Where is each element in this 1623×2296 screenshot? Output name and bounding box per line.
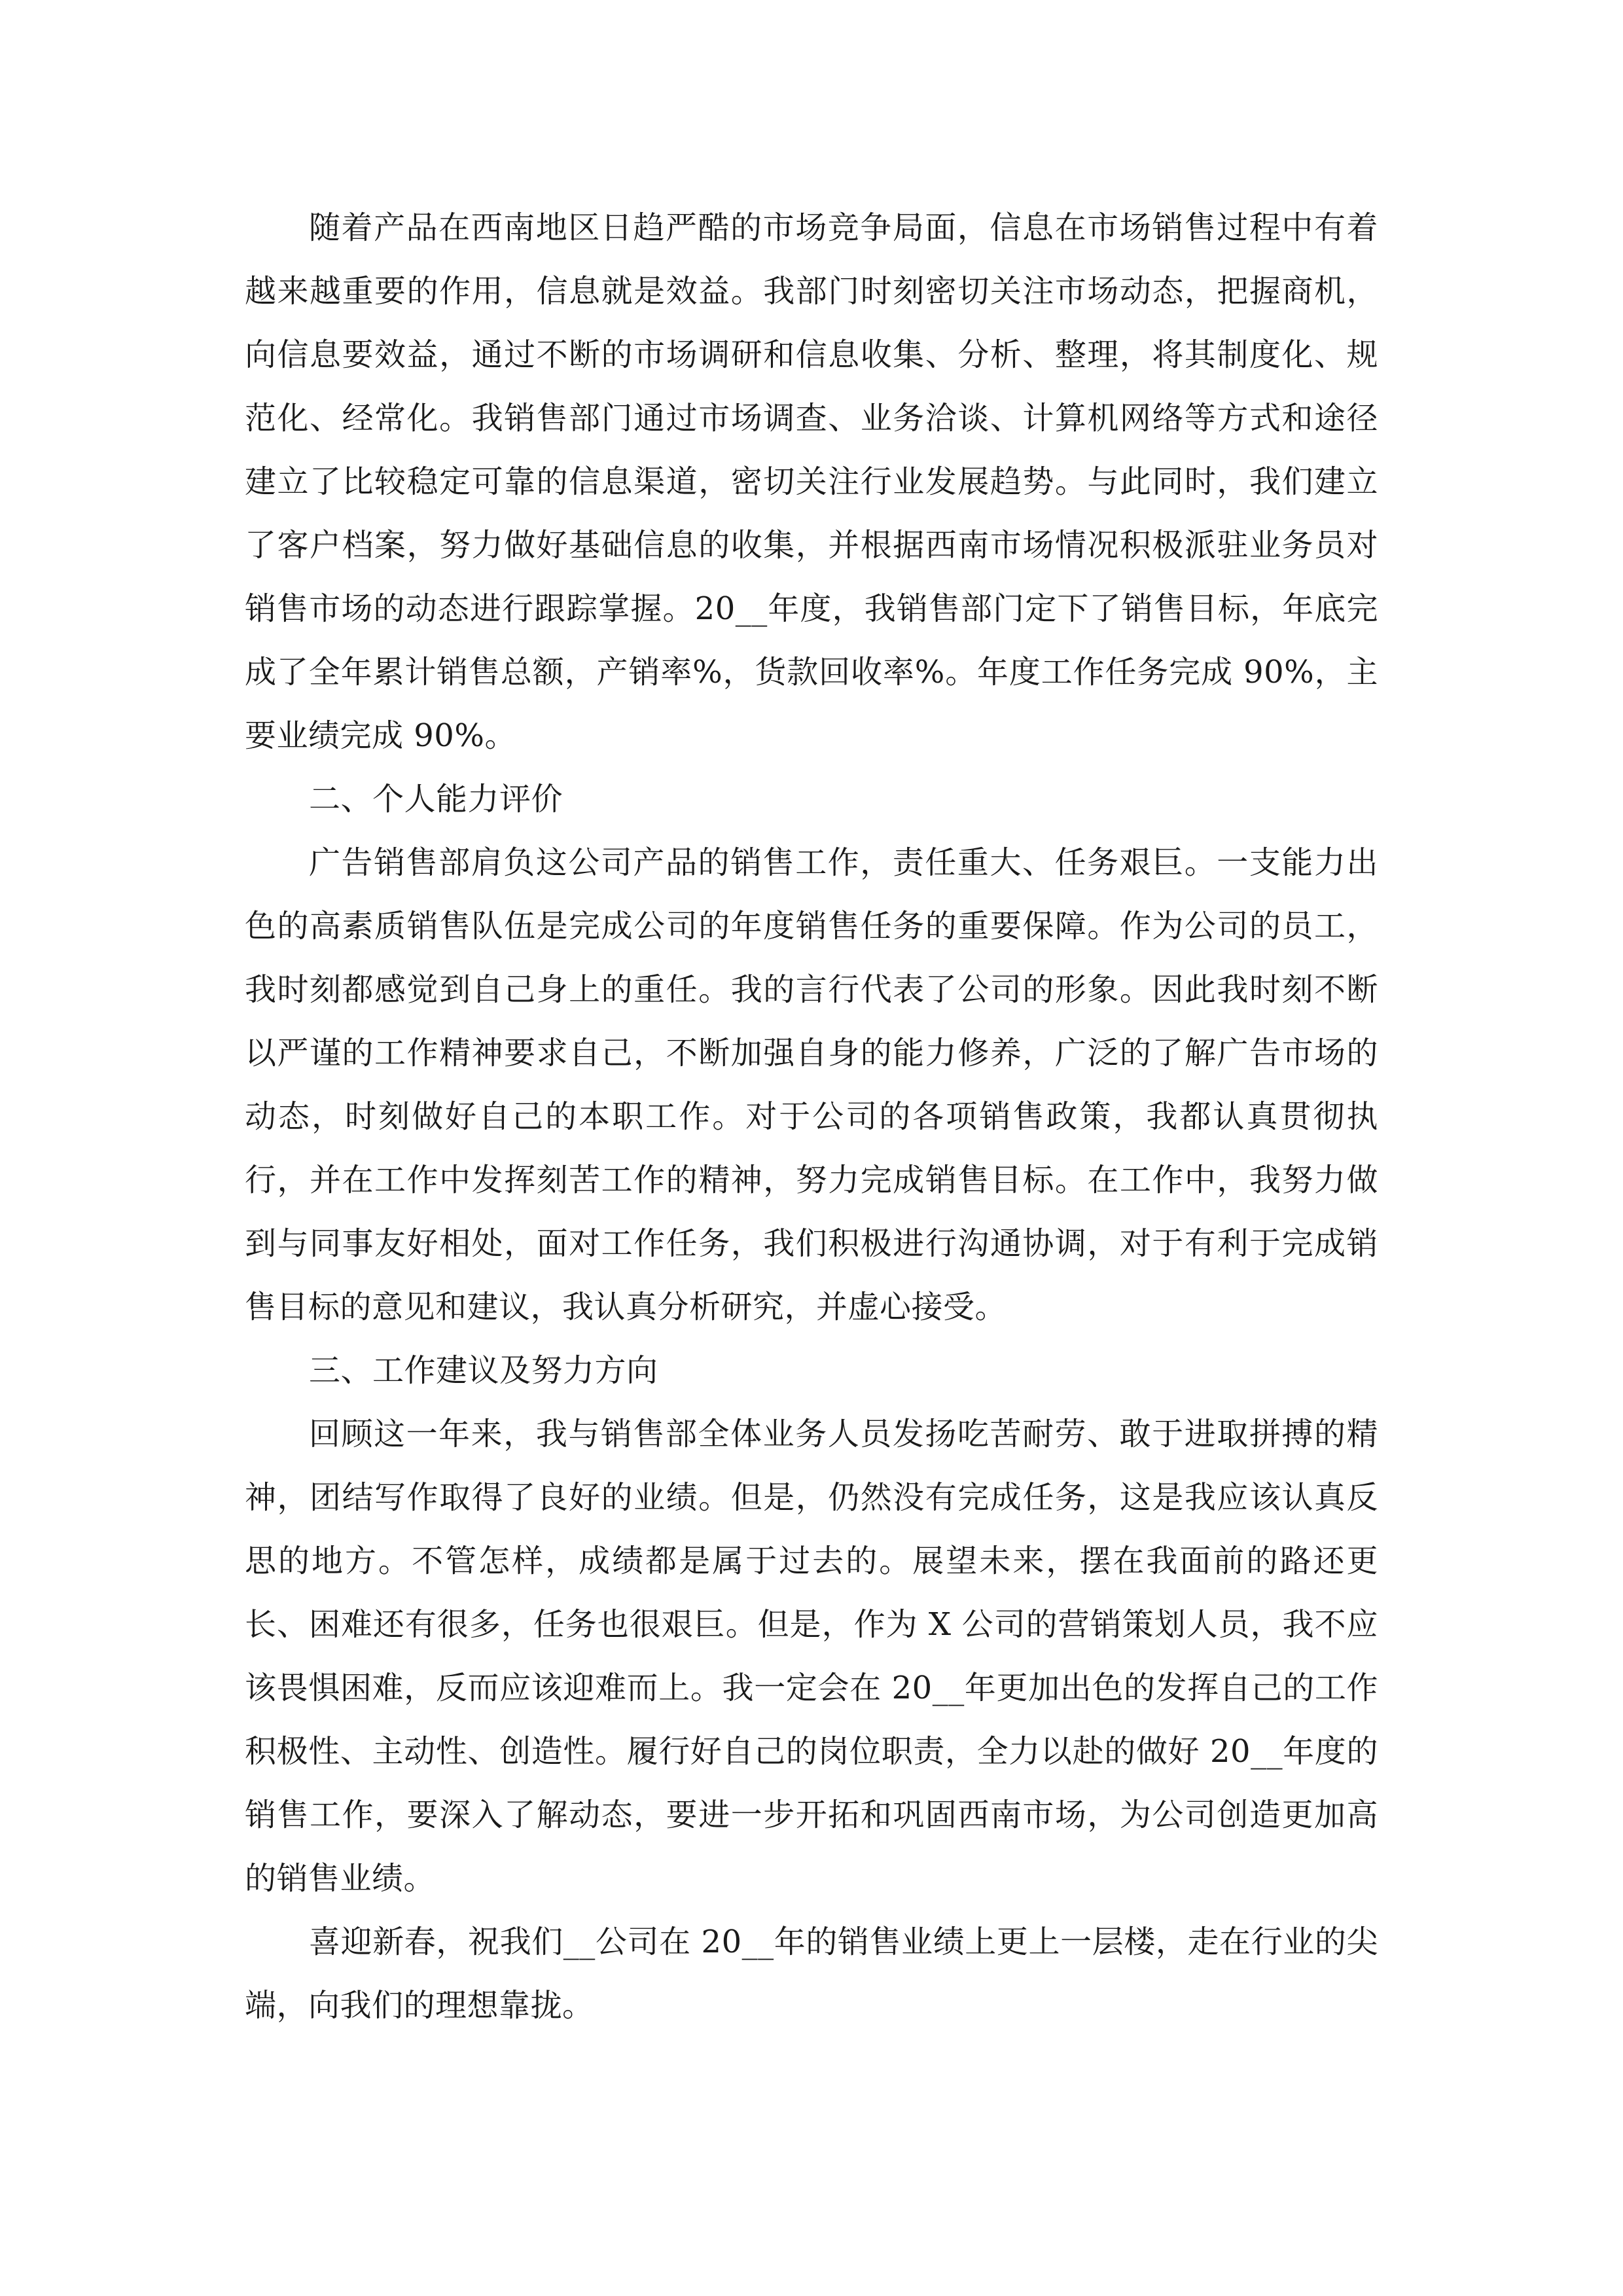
paragraph-personal-ability: 广告销售部肩负这公司产品的销售工作，责任重大、任务艰巨。一支能力出色的高素质销售队伍是完成公司的年度销售任务的重要保障。作为公司的员工，我时刻都感觉到自己身上的重任。我的言行代表了公司的形象。因此我时刻不断以严谨的工作精神要求自己，不断加强自身的能力修养，广泛的了解广告市场的动态，时刻做好自己的本职工作。对于公司的各项销售政策，我都认真贯彻执行，并在工作中发挥刻苦工作的精神，努力完成销售目标。在工作中，我努力做到与同事友好相处，面对工作任务，我们积极进行沟通协调，对于有利于完成销售目标的意见和建议，我认真分析研究，并虚心接受。 [245, 844, 1378, 1325]
paragraph-new-year-wishes: 喜迎新春，祝我们__公司在 20__年的销售业绩上更上一层楼，走在行业的尖端，向我们的理想靠拢。 [245, 1924, 1378, 2024]
section-heading-personal-ability: 二、个人能力评价 [309, 781, 563, 817]
section-heading-suggestions: 三、工作建议及努力方向 [309, 1352, 658, 1389]
paragraph-review-and-outlook: 回顾这一年来，我与销售部全体业务人员发扬吃苦耐劳、敢于进取拼搏的精神，团结写作取得了良好的业绩。但是，仍然没有完成任务，这是我应该认真反思的地方。不管怎样，成绩都是属于过去的。展望未来，摆在我面前的路还更长、困难还有很多，任务也很艰巨。但是，作为 X 公司的营销策划人员，我不应该畏惧困难，反而应该迎难而上。我一定会在 20__年更加出色的发挥自己的工作积极性、主动性、创造性。履行好自己的岗位职责，全力以赴的做好 20__年度的销售工作，要深入了解动态，要进一步开拓和巩固西南市场，为公司创造更加高的销售业绩。 [245, 1416, 1378, 1897]
document-body [245, 196, 1378, 2037]
paragraph-market-information: 随着产品在西南地区日趋严酷的市场竞争局面，信息在市场销售过程中有着越来越重要的作用，信息就是效益。我部门时刻密切关注市场动态，把握商机，向信息要效益，通过不断的市场调研和信息收集、分析、整理，将其制度化、规范化、经常化。我销售部门通过市场调查、业务洽谈、计算机网络等方式和途径建立了比较稳定可靠的信息渠道，密切关注行业发展趋势。与此同时，我们建立了客户档案，努力做好基础信息的收集，并根据西南市场情况积极派驻业务员对销售市场的动态进行跟踪掌握。20__年度，我销售部门定下了销售目标，年底完成了全年累计销售总额，产销率%，货款回收率%。年度工作任务完成 90%，主要业绩完成 90%。 [245, 209, 1378, 754]
